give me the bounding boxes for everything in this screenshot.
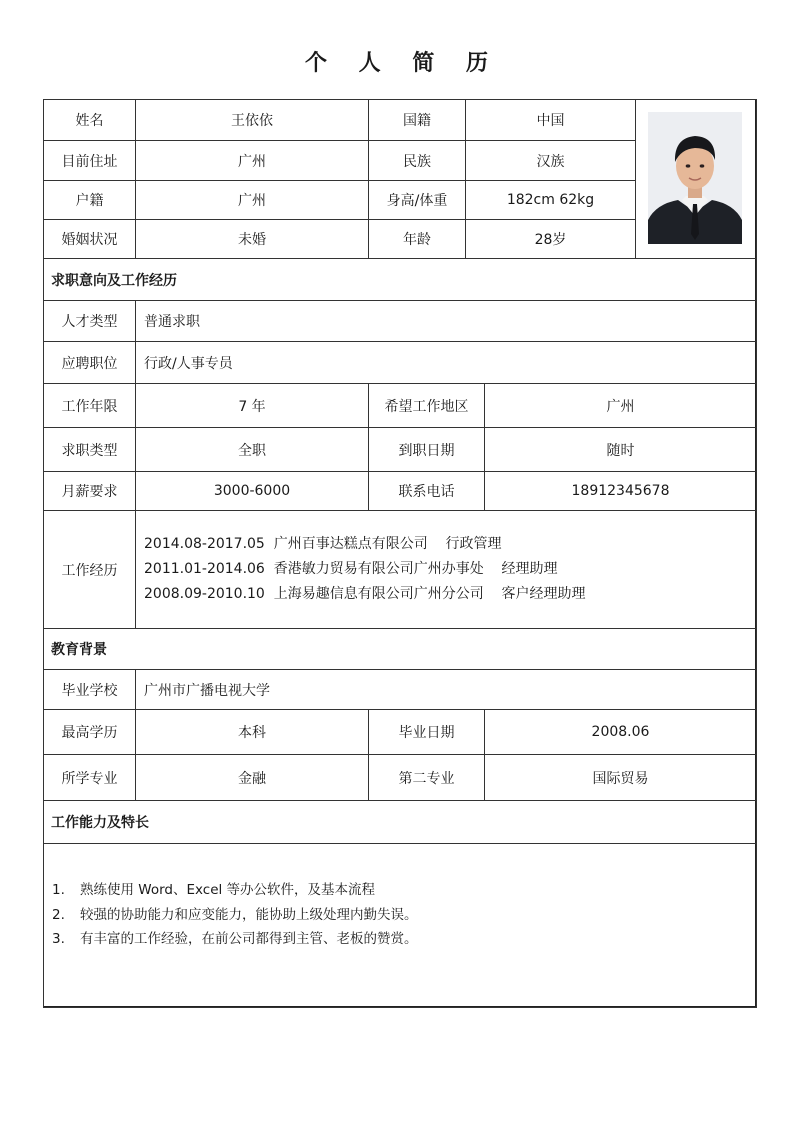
job-section-title: 求职意向及工作经历	[44, 259, 757, 301]
job-type-value: 全职	[136, 428, 369, 472]
school-label: 毕业学校	[44, 670, 136, 710]
marital-value: 未婚	[136, 220, 369, 259]
age-value: 28岁	[466, 220, 636, 259]
ethnicity-value: 汉族	[466, 141, 636, 181]
address-value: 广州	[136, 141, 369, 181]
grad-value: 2008.06	[485, 710, 757, 755]
ethnicity-label: 民族	[369, 141, 466, 181]
marital-label: 婚姻状况	[44, 220, 136, 259]
major-label: 所学专业	[44, 755, 136, 801]
minor-value: 国际贸易	[485, 755, 757, 801]
photo-cell	[636, 100, 757, 259]
talent-type-label: 人才类型	[44, 301, 136, 342]
school-value: 广州市广播电视大学	[136, 670, 757, 710]
age-label: 年龄	[369, 220, 466, 259]
skill-number: 3.	[52, 931, 65, 947]
region-label: 希望工作地区	[369, 384, 485, 428]
history-item: 2014.08-2017.05 广州百事达糕点有限公司 行政管理	[144, 536, 502, 552]
history-list	[136, 511, 757, 629]
history-item: 2008.09-2010.10 上海易趣信息有限公司广州分公司 客户经理助理	[144, 586, 586, 602]
personal-info-table	[43, 99, 757, 259]
hukou-label: 户籍	[44, 181, 136, 220]
nationality-value: 中国	[466, 100, 636, 141]
education-table	[43, 628, 757, 801]
years-label: 工作年限	[44, 384, 136, 428]
job-type-label: 求职类型	[44, 428, 136, 472]
minor-label: 第二专业	[369, 755, 485, 801]
job-table	[43, 258, 757, 629]
degree-value: 本科	[136, 710, 369, 755]
years-value: 7 年	[136, 384, 369, 428]
degree-label: 最高学历	[44, 710, 136, 755]
height-weight-label: 身高/体重	[369, 181, 466, 220]
skill-item	[52, 927, 756, 952]
nationality-label: 国籍	[369, 100, 466, 141]
skill-number: 1.	[52, 882, 65, 898]
name-value: 王依依	[136, 100, 369, 141]
history-label: 工作经历	[44, 511, 136, 629]
salary-label: 月薪要求	[44, 472, 136, 511]
grad-label: 毕业日期	[369, 710, 485, 755]
profile-photo	[648, 112, 742, 244]
start-value: 随时	[485, 428, 757, 472]
skill-text: 较强的协助能力和应变能力，能协助上级处理内勤失误。	[80, 906, 418, 923]
phone-value: 18912345678	[485, 472, 757, 511]
page-title: 个 人 简 历	[305, 51, 500, 76]
hukou-value: 广州	[136, 181, 369, 220]
position-label: 应聘职位	[44, 342, 136, 384]
skill-text: 熟练使用 Word、Excel 等办公软件，及基本流程	[80, 882, 376, 898]
skill-text: 有丰富的工作经验，在前公司都得到主管、老板的赞赏。	[80, 931, 418, 947]
skills-list	[44, 844, 757, 1008]
skills-table	[43, 800, 757, 1008]
address-label: 目前住址	[44, 141, 136, 181]
skill-item	[52, 878, 756, 903]
region-value: 广州	[485, 384, 757, 428]
phone-label: 联系电话	[369, 472, 485, 511]
skill-item	[52, 903, 756, 928]
start-label: 到职日期	[369, 428, 485, 472]
major-value: 金融	[136, 755, 369, 801]
history-item: 2011.01-2014.06 香港敏力贸易有限公司广州办事处 经理助理	[144, 561, 558, 577]
height-weight-value: 182cm 62kg	[466, 181, 636, 220]
name-label: 姓名	[44, 100, 136, 141]
talent-type-value: 普通求职	[136, 301, 757, 342]
education-section-title: 教育背景	[44, 629, 757, 670]
position-value: 行政/人事专员	[136, 342, 757, 384]
skills-section-title: 工作能力及特长	[44, 801, 757, 844]
salary-value: 3000-6000	[136, 472, 369, 511]
skill-number: 2.	[52, 906, 65, 923]
